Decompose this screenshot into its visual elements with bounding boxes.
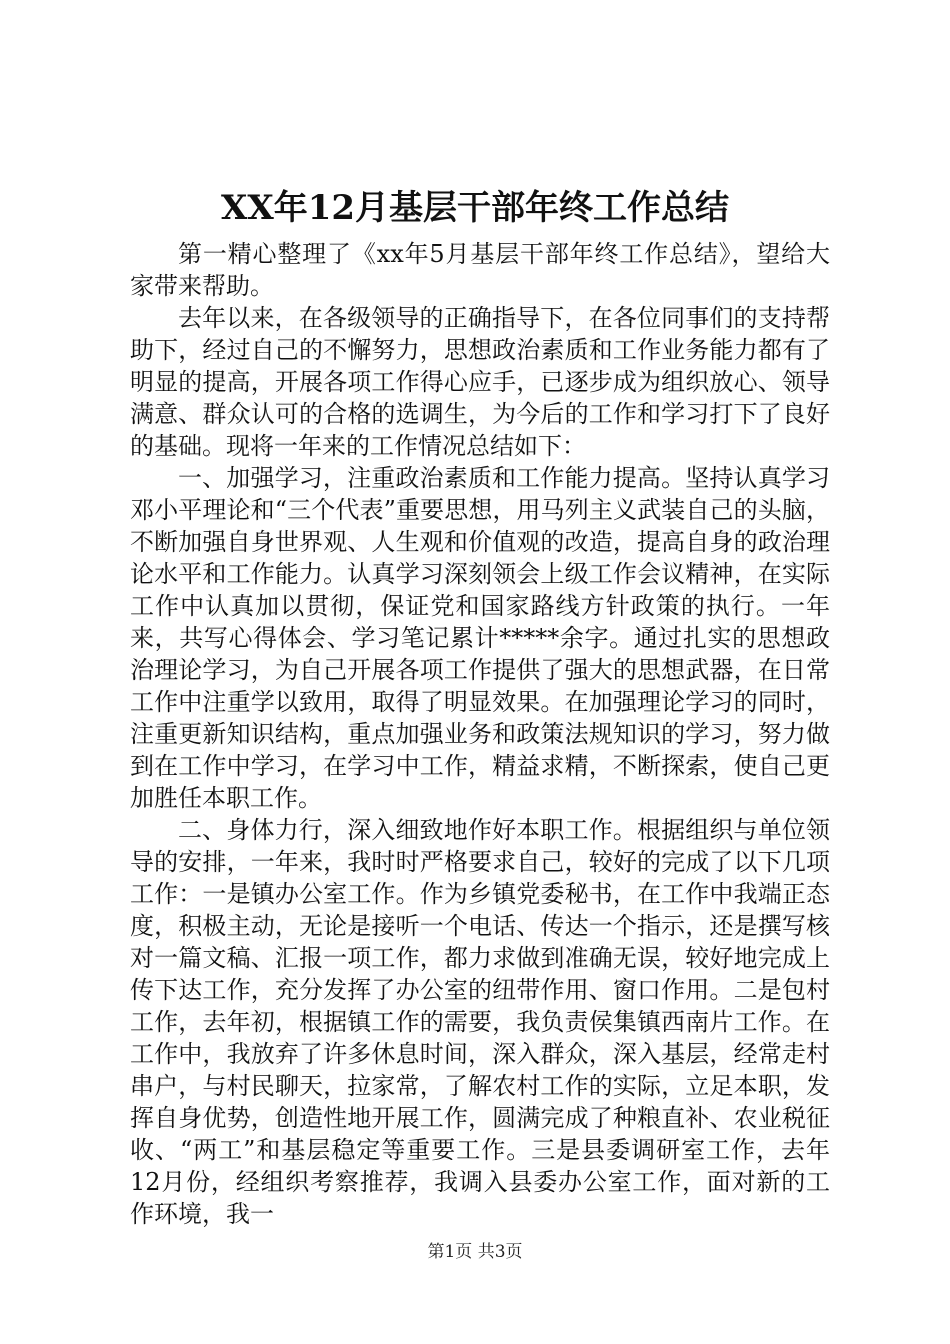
- paragraph-overview: 去年以来，在各级领导的正确指导下，在各位同事们的支持帮助下，经过自己的不懈努力，思想政治素质和工作业务能力都有了明显的提高，开展各项工作得心应手，已逐步成为组织放心、领导满意、群众认可的合格的选调生，为今后的工作和学习打下了良好的基础。现将一年来的工作情况总结如下：: [130, 304, 830, 460]
- paragraph-section-1: 一、加强学习，注重政治素质和工作能力提高。坚持认真学习邓小平理论和“三个代表”重要思想，用马列主义武装自己的头脑，不断加强自身世界观、人生观和价值观的改造，提高自身的政治理论水平和工作能力。认真学习深刻领会上级工作会议精神，在实际工作中认真加以贯彻，保证党和国家路线方针政策的执行。一年来，共写心得体会、学习笔记累计*****余字。通过扎实的思想政治理论学习，为自己开展各项工作提供了强大的思想武器，在日常工作中注重学以致用，取得了明显效果。在加强理论学习的同时，注重更新知识结构，重点加强业务和政策法规知识的学习，努力做到在工作中学习，在学习中工作，精益求精，不断探索，使自己更加胜任本职工作。: [130, 464, 830, 812]
- document-body: [130, 238, 830, 1230]
- document-title: XX年12月基层干部年终工作总结: [220, 188, 730, 228]
- page-number-footer: 第1页 共3页: [427, 1242, 523, 1262]
- paragraph-intro: 第一精心整理了《xx年5月基层干部年终工作总结》，望给大家带来帮助。: [130, 240, 830, 300]
- paragraph-section-2: 二、身体力行，深入细致地作好本职工作。根据组织与单位领导的安排，一年来，我时时严格要求自己，较好的完成了以下几项工作：一是镇办公室工作。作为乡镇党委秘书，在工作中我端正态度，积极主动，无论是接听一个电话、传达一个指示，还是撰写核对一篇文稿、汇报一项工作，都力求做到准确无误，较好地完成上传下达工作，充分发挥了办公室的纽带作用、窗口作用。二是包村工作，去年初，根据镇工作的需要，我负责侯集镇西南片工作。在工作中，我放弃了许多休息时间，深入群众，深入基层，经常走村串户，与村民聊天，拉家常，了解农村工作的实际，立足本职，发挥自身优势，创造性地开展工作，圆满完成了种粮直补、农业税征收、“两工”和基层稳定等重要工作。三是县委调研室工作，去年12月份，经组织考察推荐，我调入县委办公室工作，面对新的工作环境，我一: [130, 816, 830, 1228]
